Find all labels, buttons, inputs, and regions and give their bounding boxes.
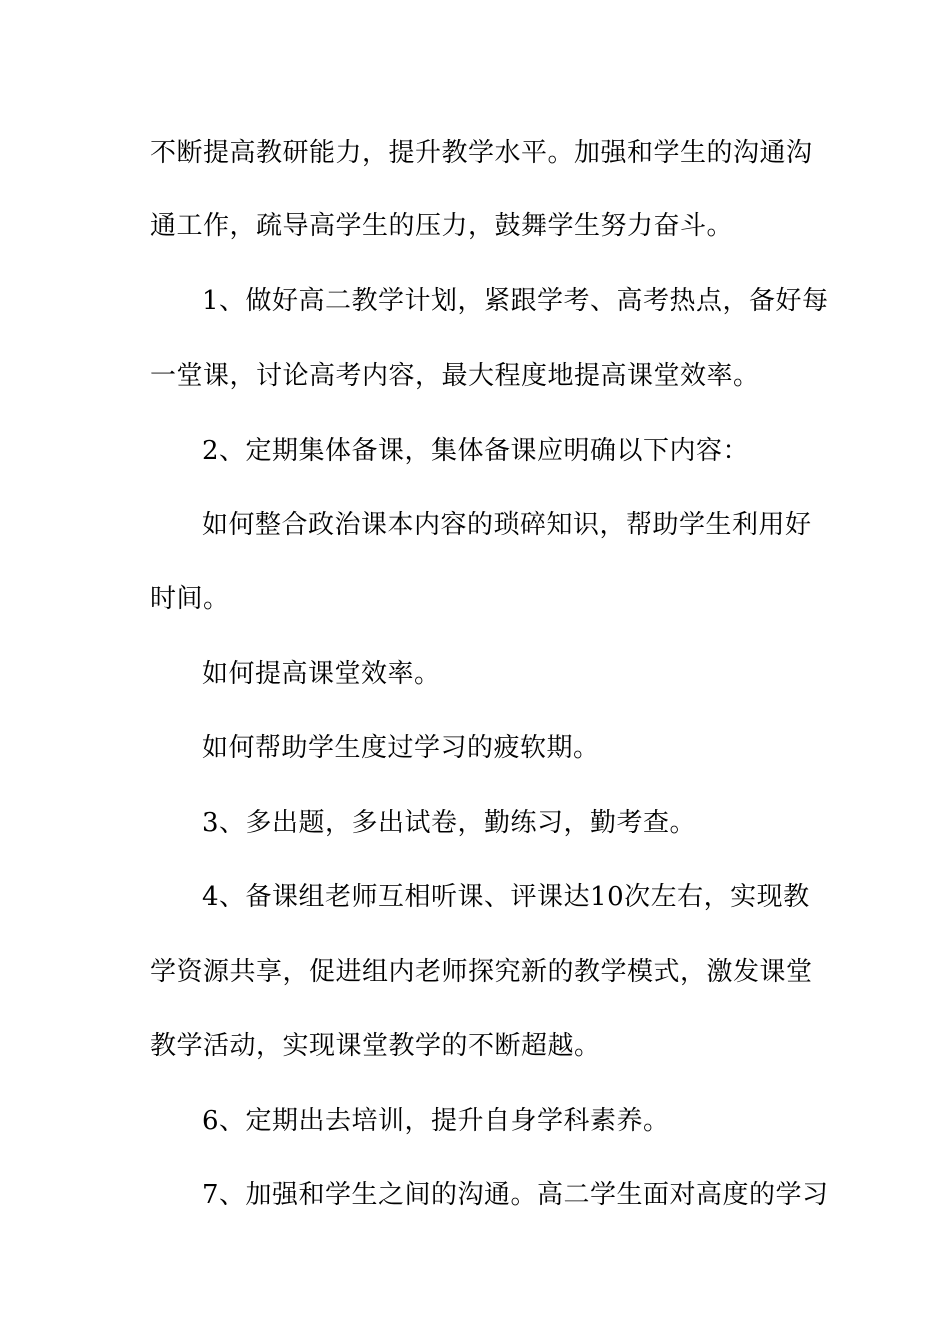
paragraph-line: 如何提高课堂效率。 (202, 659, 441, 689)
paragraph-line: 通工作，疏导高学生的压力，鼓舞学生努力奋斗。 (150, 211, 734, 241)
paragraph-line: 教学活动，实现课堂教学的不断超越。 (150, 1031, 601, 1061)
paragraph-line: 4、备课组老师互相听课、评课达10次左右，实现教 (202, 882, 810, 912)
paragraph-line: 2、定期集体备课，集体备课应明确以下内容： (202, 436, 750, 466)
paragraph-line: 如何帮助学生度过学习的疲软期。 (202, 733, 600, 763)
paragraph-line: 时间。 (150, 584, 230, 614)
paragraph-line: 如何整合政治课本内容的琐碎知识，帮助学生利用好 (202, 510, 812, 540)
paragraph-line: 3、多出题，多出试卷，勤练习，勤考查。 (202, 808, 697, 838)
paragraph-line: 1、做好高二教学计划，紧跟学考、高考热点，备好每 (202, 286, 829, 316)
paragraph-line: 不断提高教研能力，提升教学水平。加强和学生的沟通沟 (150, 138, 813, 168)
paragraph-line: 6、定期出去培训，提升自身学科素养。 (202, 1106, 670, 1136)
paragraph-line: 一堂课，讨论高考内容，最大程度地提高课堂效率。 (150, 361, 760, 391)
paragraph-line: 7、加强和学生之间的沟通。高二学生面对高度的学习 (202, 1180, 829, 1210)
paragraph-line: 学资源共享，促进组内老师探究新的教学模式，激发课堂 (150, 957, 813, 987)
